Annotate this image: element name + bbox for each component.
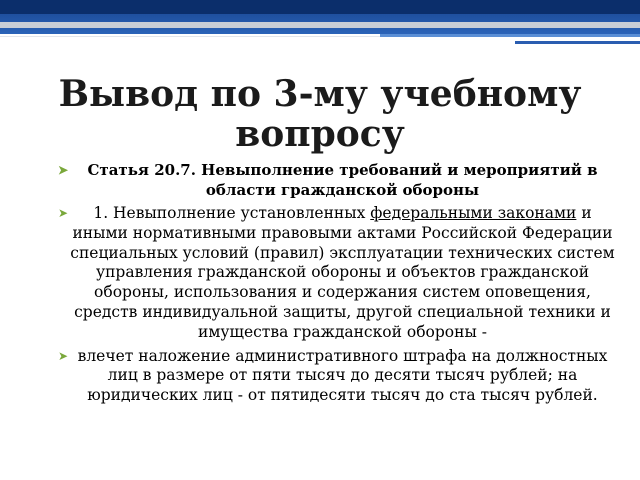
- header-accent-line-2: [515, 41, 640, 44]
- paragraph-text-start: 1. Невыполнение установленных: [93, 204, 371, 222]
- green-triangle-bullet-icon: ➤: [58, 163, 69, 177]
- green-triangle-bullet-icon: ➤: [58, 348, 69, 363]
- bullet-item: [58, 346, 615, 406]
- bullet-item: [58, 161, 615, 200]
- article-heading: Статья 20.7. Невыполнение требований и мероприятий в области гражданской обороны: [87, 161, 598, 199]
- penalty-text: влечет наложение административного штрафа на должностных лиц в размере от пяти тысяч до десяти тысяч рублей; на юридических лиц - от пятидесяти тысяч до ста тысяч рублей.: [77, 346, 608, 405]
- header-thin-line: [0, 36, 380, 37]
- slide-title: Вывод по 3-му учебному вопросу: [58, 73, 582, 155]
- bullet-item: [58, 204, 615, 343]
- federal-laws-link[interactable]: федеральными законами: [370, 204, 577, 222]
- slide-body: [58, 161, 615, 410]
- header-gray-stripe: [0, 22, 640, 28]
- header-dark-band: [0, 0, 640, 14]
- header-accent-line: [380, 34, 640, 37]
- green-triangle-bullet-icon: ➤: [58, 206, 69, 220]
- paragraph-text-end: и иными нормативными правовыми актами Российской Федерации специальных условий (правил) эксплуатации технических систем управления гражданской обороны и объектов гражданской обороны, использования и содержания систем оповещения, средств индивидуальной защиты, другой специальной техники и имущества гражданской обороны -: [70, 204, 615, 341]
